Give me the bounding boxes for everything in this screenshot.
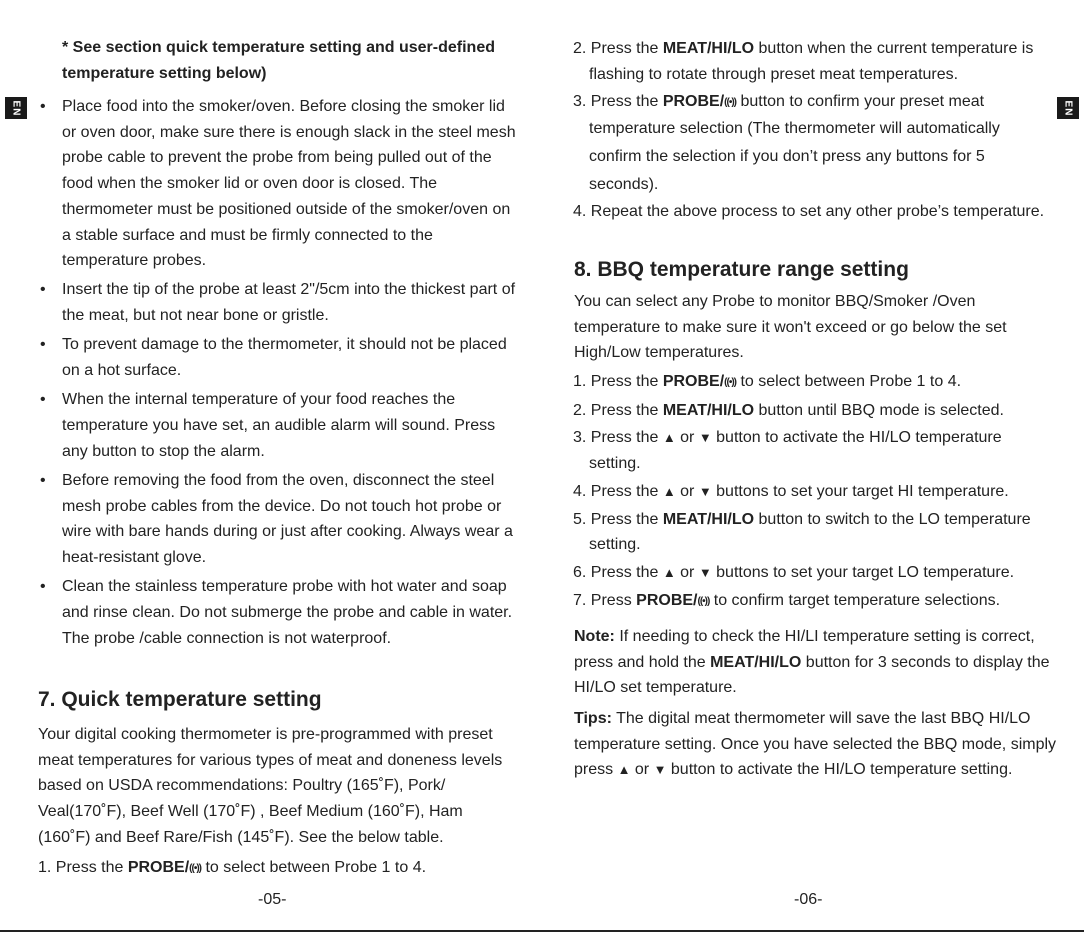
probe-button-label: PROBE/ xyxy=(127,859,190,876)
list-item-text: Place food into the smoker/oven. Before closing the smoker lid or oven door, make sure there is enough slack in the steel mesh probe cable to prevent the probe from being pulled out of the food when the smoker lid or oven door is closed. The thermometer must be positioned outside of the smoker/oven on a stable surface and must be firmly connected to the temperature probes. xyxy=(62,98,516,270)
step-text: 6. Press the xyxy=(573,563,663,581)
down-arrow-icon: ▼ xyxy=(698,483,712,499)
section-8-note xyxy=(574,624,1064,701)
meat-hi-lo-button-label: MEAT/HI/LO xyxy=(662,510,755,528)
safety-bullet-list xyxy=(0,94,520,655)
step-text: or xyxy=(675,482,699,500)
section-reference-note: * See section quick temperature setting and user-defined temperature setting below) xyxy=(62,39,495,82)
step-text: 4. Press the xyxy=(573,482,663,500)
step-text: to confirm target temperature selections. xyxy=(709,591,1001,609)
tips-text: or xyxy=(630,761,654,779)
step-text: buttons to set your target HI temperature. xyxy=(711,482,1009,500)
step-text: button to switch to the LO temperature xyxy=(754,510,1031,528)
tips-label: Tips: xyxy=(574,710,612,727)
step-text: 2. Press the xyxy=(573,40,663,57)
step-text: 1. Press the xyxy=(38,859,128,876)
tips-text: The digital meat thermometer will save the last BBQ HI/LO temperature setting. Once you have selected the BBQ mode, simply press xyxy=(574,710,1057,779)
probe-button-label: PROBE/ xyxy=(662,93,725,111)
bullet-icon: • xyxy=(40,391,46,409)
section-7-steps-continued xyxy=(573,36,1063,227)
list-item-text: Clean the stainless temperature probe with hot water and soap and rinse clean. Do not submerge the probe and cable in water. The probe /cable connection is not waterproof. xyxy=(62,578,513,647)
list-item xyxy=(0,332,520,383)
step-text: seconds). xyxy=(589,175,659,193)
list-item xyxy=(0,387,520,464)
step-text: button when the current temperature is xyxy=(754,40,1034,57)
step-text: or xyxy=(675,563,699,581)
section-7-step-1 xyxy=(38,855,518,882)
page-number: -06- xyxy=(794,891,823,908)
up-arrow-icon: ▲ xyxy=(617,762,631,778)
step-text: confirm the selection if you don’t press any buttons for 5 xyxy=(589,147,985,165)
probe-signal-icon: ((•)) xyxy=(724,377,736,388)
probe-button-label: PROBE/ xyxy=(636,591,698,609)
list-item xyxy=(573,398,1063,424)
step-text: 2. Press the xyxy=(573,401,663,419)
language-tab-label: EN xyxy=(10,100,22,116)
section-8-intro: You can select any Probe to monitor BBQ/Smoker /Oven temperature to make sure it won't exceed or go below the set High/Low temperatures. xyxy=(574,293,1007,362)
step-text: button to activate the HI/LO temperature xyxy=(711,429,1002,447)
step-text: button to confirm your preset meat xyxy=(736,93,985,111)
note-text: If needing to check the HI/LI temperature setting is correct, press and hold the xyxy=(574,628,1035,671)
bullet-icon: • xyxy=(40,98,46,115)
list-item xyxy=(0,94,520,274)
section-8-steps xyxy=(573,369,1063,616)
section-8-tips xyxy=(574,706,1064,783)
probe-signal-icon: ((•)) xyxy=(724,97,736,109)
step-text: button until BBQ mode is selected. xyxy=(754,401,1004,419)
step-text: to select between Probe 1 to 4. xyxy=(201,859,427,876)
list-item xyxy=(0,574,520,651)
list-item xyxy=(573,36,1063,87)
note-label: Note: xyxy=(574,628,615,645)
step-text: 5. Press the xyxy=(573,510,663,528)
list-item xyxy=(0,468,520,571)
section-7-intro: Your digital cooking thermometer is pre-programmed with preset meat temperatures for various types of meat and doneness levels based on USDA recommendations: Poultry (165˚F), Pork/ Veal(170˚F), Beef Well (170˚F) , Beef Medium (160˚F), Ham (160˚F) and Beef Rare/Fish (145˚F). See the below table. xyxy=(38,726,503,846)
bullet-icon: • xyxy=(40,336,46,354)
list-item xyxy=(573,479,1063,505)
meat-hi-lo-button-label: MEAT/HI/LO xyxy=(710,653,802,671)
meat-hi-lo-button-label: MEAT/HI/LO xyxy=(662,401,755,419)
language-tab-label: EN xyxy=(1062,100,1074,116)
up-arrow-icon: ▲ xyxy=(662,564,676,580)
list-item-text: When the internal temperature of your food reaches the temperature you have set, an audible alarm will sound. Press any button to stop the alarm. xyxy=(62,391,496,460)
section-8-title: 8. BBQ temperature range setting xyxy=(574,258,909,281)
down-arrow-icon: ▼ xyxy=(653,762,667,778)
tips-text: button to activate the HI/LO temperature setting. xyxy=(666,761,1013,779)
step-text: 7. Press xyxy=(573,591,637,609)
bullet-icon: • xyxy=(40,471,46,489)
list-item-text: Insert the tip of the probe at least 2"/5cm into the thickest part of the meat, but not near bone or gristle. xyxy=(62,281,516,325)
step-text: flashing to rotate through preset meat temperatures. xyxy=(589,65,959,83)
list-item xyxy=(573,425,1063,476)
list-item xyxy=(573,588,1063,615)
step-text: or xyxy=(675,429,699,447)
up-arrow-icon: ▲ xyxy=(662,430,676,446)
list-item xyxy=(573,369,1063,396)
bullet-icon: • xyxy=(40,281,46,299)
probe-signal-icon: ((•)) xyxy=(697,595,710,607)
down-arrow-icon: ▼ xyxy=(698,430,712,446)
bullet-icon: • xyxy=(40,578,46,596)
probe-button-label: PROBE/ xyxy=(662,373,725,390)
list-item xyxy=(573,89,1063,197)
down-arrow-icon: ▼ xyxy=(698,564,712,580)
step-text: setting. xyxy=(589,455,641,473)
probe-signal-icon: ((•)) xyxy=(189,863,201,874)
step-text: 3. Press the xyxy=(573,429,663,447)
step-text: 3. Press the xyxy=(573,93,663,111)
meat-hi-lo-button-label: MEAT/HI/LO xyxy=(662,40,755,57)
step-text: to select between Probe 1 to 4. xyxy=(736,373,962,390)
list-item: 4. Repeat the above process to set any other probe’s temperature. xyxy=(573,203,1045,221)
step-text: setting. xyxy=(589,536,641,554)
list-item xyxy=(0,277,520,328)
step-text: 1. Press the xyxy=(573,373,663,390)
step-text: buttons to set your target LO temperature. xyxy=(711,563,1015,581)
step-text: temperature selection (The thermometer will automatically xyxy=(589,120,1000,138)
page-number: -05- xyxy=(258,891,287,908)
list-item xyxy=(573,507,1063,558)
list-item xyxy=(573,560,1063,586)
bottom-divider xyxy=(0,930,1084,932)
section-7-title: 7. Quick temperature setting xyxy=(38,688,322,711)
list-item-text: Before removing the food from the oven, disconnect the steel mesh probe cables from the device. Do not touch hot probe or wire with bare hands during or just after cooking. Always wear a heat-resistant glove. xyxy=(62,471,513,566)
up-arrow-icon: ▲ xyxy=(662,483,676,499)
note-text: button for 3 seconds to display the HI/LO set temperature. xyxy=(574,653,1050,697)
list-item-text: To prevent damage to the thermometer, it should not be placed on a hot surface. xyxy=(62,336,507,380)
